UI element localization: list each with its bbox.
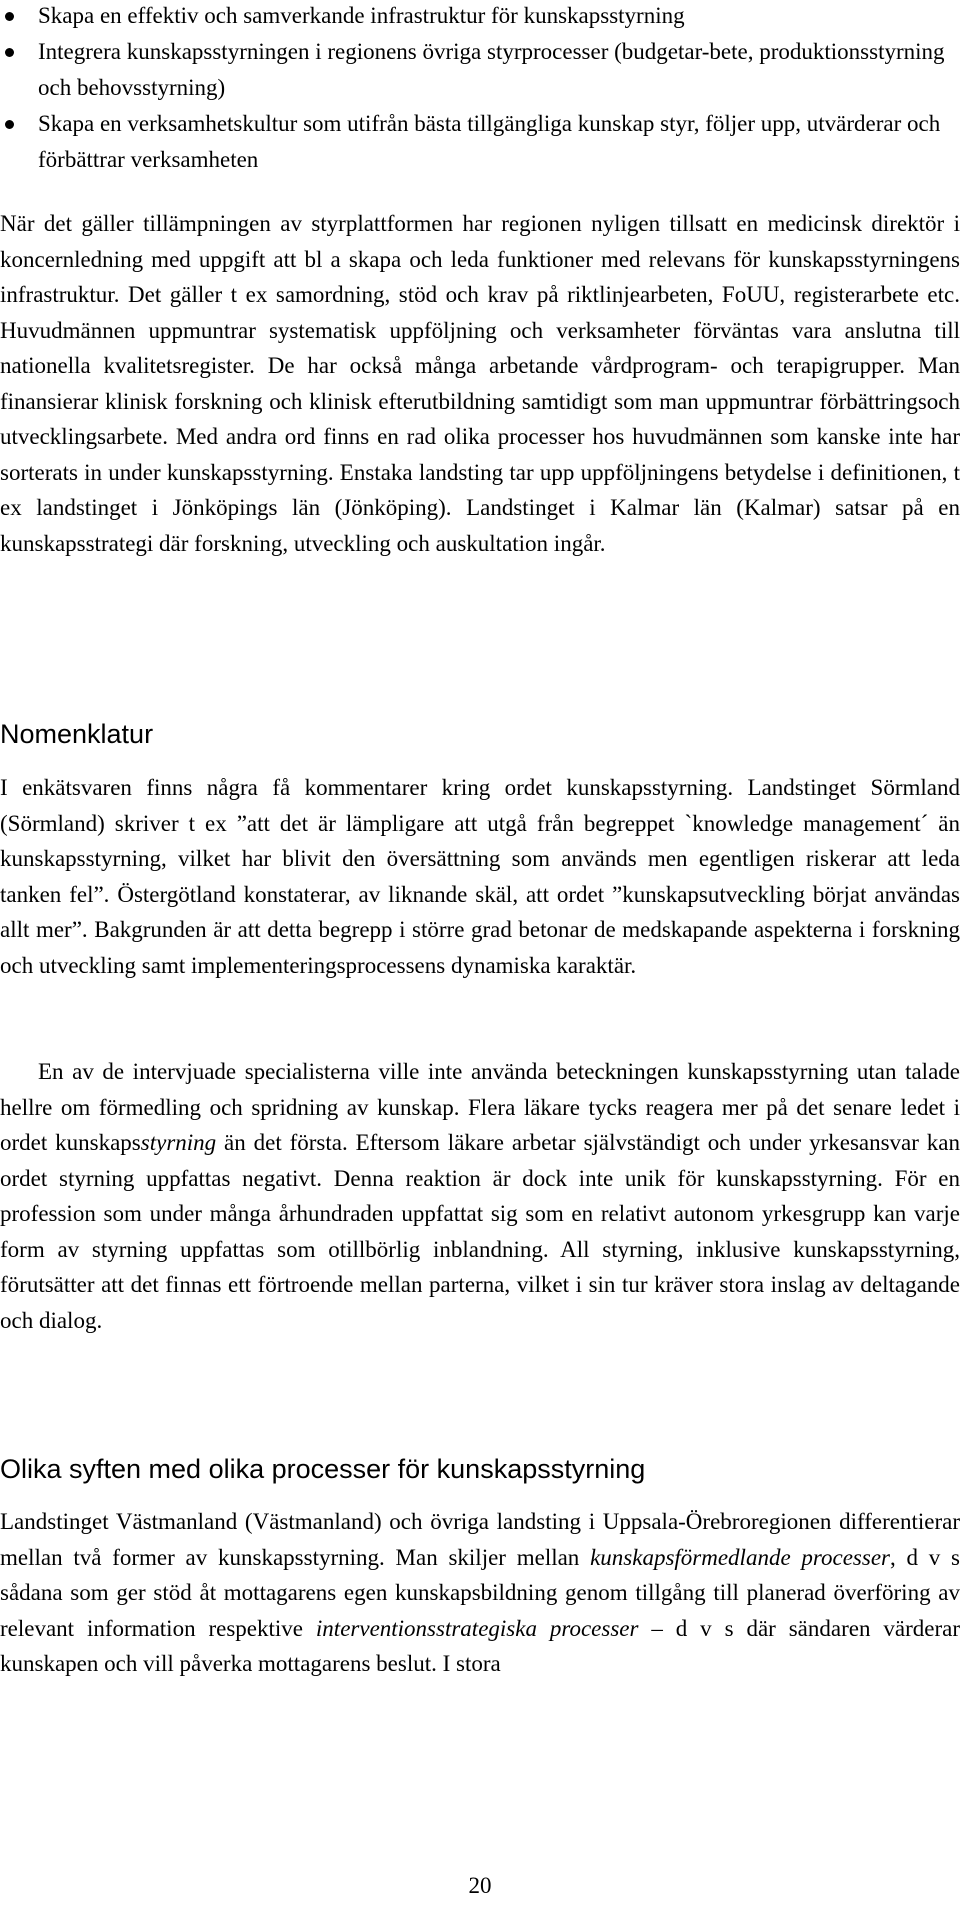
section-heading-olika-syften: Olika syften med olika processer för kunskapsstyrning (0, 1454, 646, 1484)
section-heading-nomenklatur: Nomenklatur (0, 719, 154, 749)
paragraph-text-end: än det första. Eftersom läkare arbetar självständigt och under yrkesansvar kan ordet styrning uppfattas negativt. Denna reaktion är dock inte unik för kunskapsstyrning. För en profession som under många århundraden uppfattat sig som en relativt autonom yrkesgrupp kan varje form av styrning uppfattas som otillbörlig inblandning. All styrning, inklusive kunskapsstyrning, förutsätter att det finnas ett förtroende mellan parterna, vilket i sin tur kräver stora inslag av deltagande och dialog. (0, 1130, 960, 1333)
bullet-item (0, 0, 960, 34)
bullet-text: Skapa en effektiv och samverkande infrastruktur för kunskapsstyrning (38, 3, 685, 28)
bullet-icon (5, 48, 14, 57)
paragraph-italic-term-2: interventionsstrategiska processer (315, 1615, 639, 1641)
bullet-item (0, 34, 960, 106)
bullet-text: Skapa en verksamhetskultur som utifrån bästa tillgängliga kunskap styr, följer upp, utvärderar och förbättrar verksamheten (38, 111, 941, 172)
bullet-list (0, 0, 960, 178)
paragraph-text-part-3: – d v s där sändaren värderar kunskapen och vill påverka mottagarens beslut. I stora (0, 1615, 960, 1676)
paragraph-intervjuade (0, 1054, 960, 1338)
bullet-icon (5, 120, 14, 129)
paragraph-nomenklatur: I enkätsvaren finns några få kommentarer kring ordet kunskapsstyrning. Landstinget Sörmland (Sörmland) skriver t ex ”att det är lämpligare att utgå från begreppet `knowledge management´ än kunskapsstyrning, vilket har blivit den översättning som används men egentligen riskerar att leda tanken fel”. Östergötland konstaterar, av liknande skäl, att ordet ”kunskapsutveckling börjat användas allt mer”. Bakgrunden är att detta begrepp i större grad betonar de medskapande aspekterna i forskning och utveckling samt implementeringsprocessens dynamiska karaktär. (0, 775, 960, 978)
bullet-text: Integrera kunskapsstyrningen i regionens övriga styrprocesser (budgetar-bete, produktionsstyrning och behovsstyrning) (38, 39, 945, 100)
paragraph-tillampning: När det gäller tillämpningen av styrplattformen har regionen nyligen tillsatt en medicinsk direktör i koncernledning med uppgift att bl a skapa och leda funktioner med relevans för kunskapsstyrningens infrastruktur. Det gäller t ex samordning, stöd och krav på riktlinjearbeten, FoUU, registerarbete etc. Huvudmännen uppmuntrar systematisk uppföljning och verksamheter förväntas vara anslutna till nationella kvalitetsregister. De har också många arbetande vårdprogram- och terapigrupper. Man finansierar klinisk forskning och klinisk efterutbildning samtidigt som man uppmuntrar förbättringsoch utvecklingsarbete. Med andra ord finns en rad olika processer hos huvudmännen som kanske inte har sorterats in under kunskapsstyrning. Enstaka landsting tar upp uppföljningens betydelse i definitionen, t ex landstinget i Jönköpings län (Jönköping). Landstinget i Kalmar län (Kalmar) satsar på en kunskapsstrategi där forskning, utveckling och auskultation ingår. (0, 211, 960, 556)
bullet-icon (5, 12, 14, 21)
paragraph-text-part-2: , d v s sådana som ger stöd åt mottagarens egen kunskapsbildning genom tillgång till planerad överföring av relevant information respektive (0, 1544, 960, 1641)
paragraph-vastmanland (0, 1504, 960, 1682)
paragraph-text-start: En av de intervjuade specialisterna ville inte använda beteckningen kunskapsstyrning utan talade hellre om förmedling och spridning av kunskap. Flera läkare tycks reagera mer på det senare ledet i ordet kunskaps (0, 1059, 960, 1155)
paragraph-text-part-1: Landstinget Västmanland (Västmanland) och övriga landsting i Uppsala-Örebroregionen differentierar mellan två former av kunskapsstyrning. Man skiljer mellan (0, 1509, 960, 1570)
page-number: 20 (468, 1873, 492, 1898)
paragraph-italic-term-1: kunskapsförmedlande processer (590, 1544, 890, 1570)
bullet-item (0, 106, 960, 178)
paragraph-italic-term: styrning (140, 1130, 217, 1155)
